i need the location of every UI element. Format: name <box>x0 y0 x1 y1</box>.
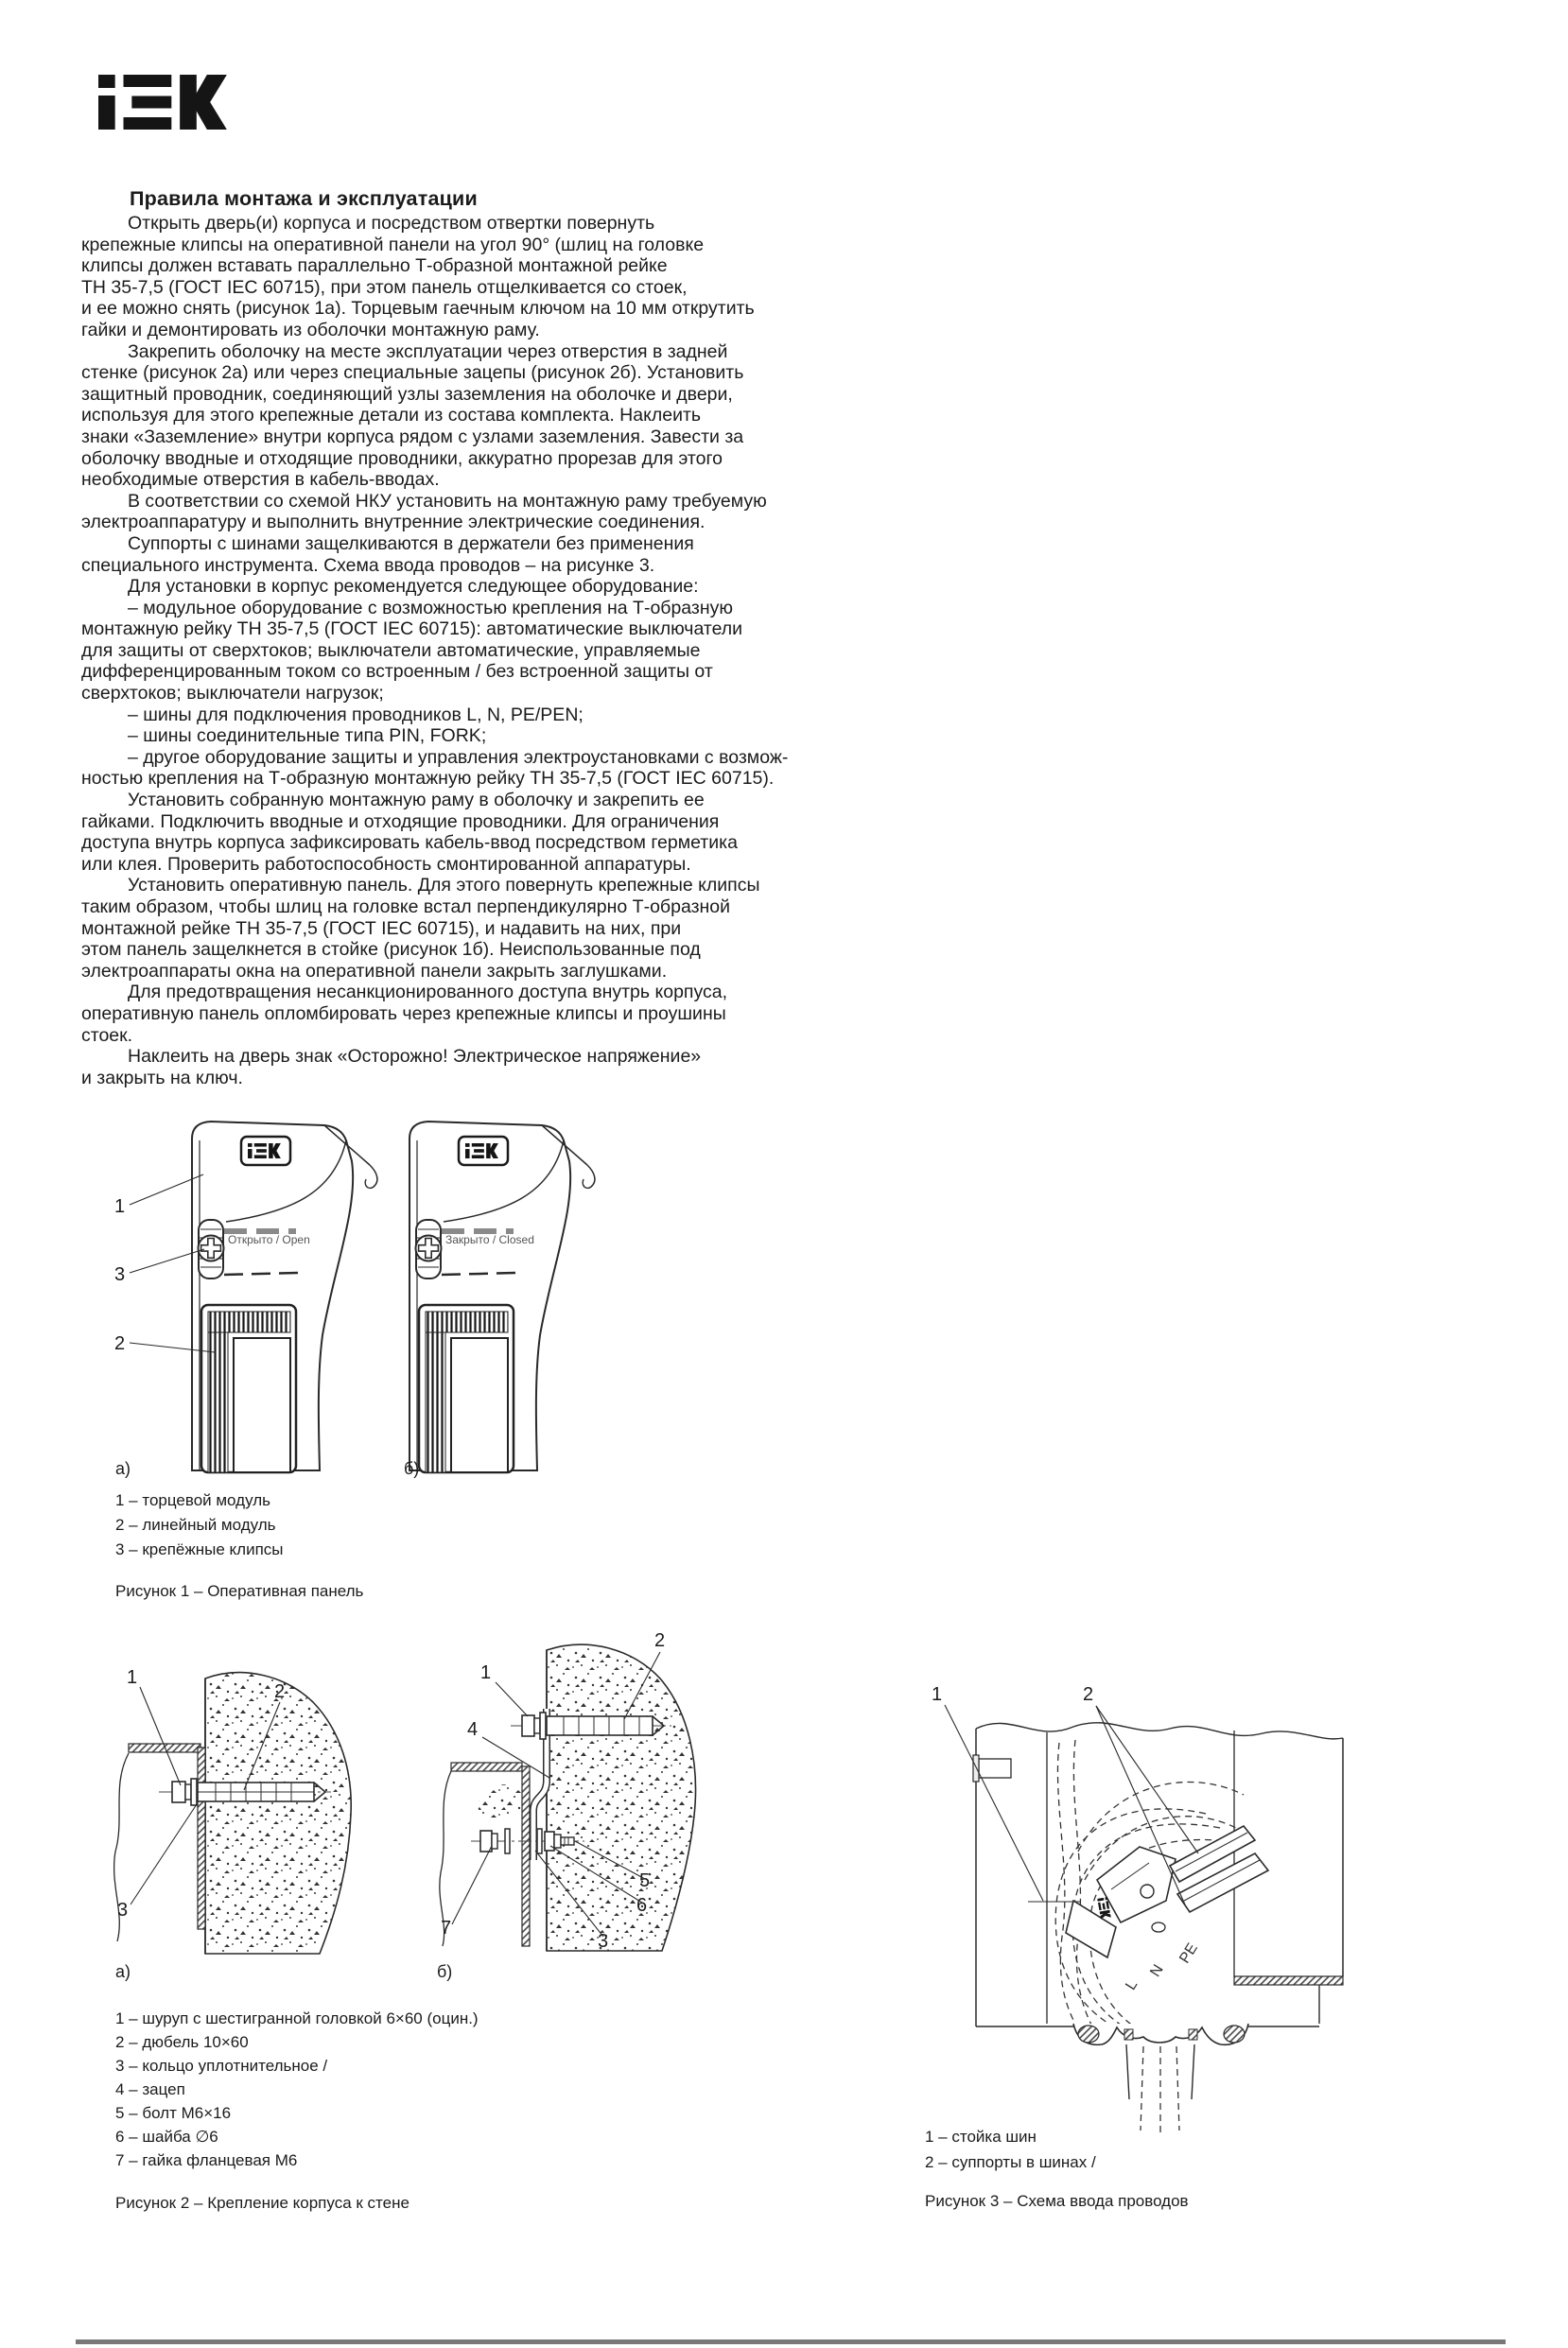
fig2-caption: Рисунок 2 – Крепление корпуса к стене <box>115 2194 409 2212</box>
figure-1-drawing <box>109 1116 601 1475</box>
body-line: для защиты от сверхтоков; выключатели автоматические, управляемые <box>81 639 701 661</box>
enclosure-rear-wall <box>522 1766 530 1946</box>
body-line: или клея. Проверить работоспособность смонтированной аппаратуры. <box>81 853 691 875</box>
wire-label-pe: PE <box>1176 1940 1201 1967</box>
page-title: Правила монтажа и эксплуатации <box>130 187 478 210</box>
body-line: таким образом, чтобы шлиц на головке встал перпендикулярно Т-образной <box>81 896 731 917</box>
body-line: Открыть дверь(и) корпуса и посредством отвертки повернуть <box>128 213 655 234</box>
wire-label-n: N <box>1147 1961 1167 1980</box>
body-line: – модульное оборудование с возможностью крепления на Т-образную <box>128 597 734 618</box>
body-line: электроаппаратуру и выполнить внутренние электрические соединения. <box>81 512 706 533</box>
legend-item: 2 – суппорты в шинах / <box>925 2153 1096 2171</box>
body-line: гайки и демонтировать из оболочки монтажную раму. <box>81 319 540 340</box>
body-line: – шины соединительные типа PIN, FORK; <box>128 725 487 747</box>
figure-2a-drawing <box>83 1653 395 1965</box>
body-line: гайками. Подключить вводные и отходящие проводники. Для ограничения <box>81 810 720 832</box>
wall-fragment <box>479 1784 524 1821</box>
screw-and-dowel <box>159 1779 331 1805</box>
iek-logo <box>98 75 238 130</box>
body-line: оперативную панель опломбировать через крепежные клипсы и проушины <box>81 1002 726 1024</box>
body-line: Для установки в корпус рекомендуется следующее оборудование: <box>128 576 699 598</box>
body-line: этом панель защелкнется в стойке (рисунок 1б). Неиспользованные под <box>81 939 701 961</box>
body-line: необходимые отверстия в кабель-вводах. <box>81 469 440 491</box>
enclosure-top-sheet <box>451 1763 522 1771</box>
body-line: ностью крепления на Т-образную монтажную рейку ТН 35-7,5 (ГОСТ IEC 60715). <box>81 768 775 790</box>
fig2b-callout-7: 7 <box>441 1918 452 1939</box>
fig1-callout-3: 3 <box>114 1264 126 1285</box>
panel-b <box>409 1122 595 1472</box>
body-line: ТН 35-7,5 (ГОСТ IEC 60715), при этом панель отщелкивается со стоек, <box>81 276 688 298</box>
panel-a <box>192 1122 377 1472</box>
body-line: Наклеить на дверь знак «Осторожно! Электрическое напряжение» <box>128 1046 702 1068</box>
body-line: В соответствии со схемой НКУ установить на монтажную раму требуемую <box>128 490 767 512</box>
body-line: – другое оборудование защиты и управления электроустановками с возмож- <box>128 746 789 768</box>
panel-b-state-label: Закрыто / Closed <box>445 1233 534 1246</box>
legend-item: 2 – линейный модуль <box>115 1516 276 1534</box>
enclosure-rear-wall <box>198 1748 205 1929</box>
fig1-label-b: б) <box>404 1459 420 1478</box>
fig3-callout-2: 2 <box>1083 1684 1094 1705</box>
enclosure-top-sheet <box>129 1744 200 1752</box>
fig2-label-a: а) <box>115 1962 131 1981</box>
fig2a-callout-2: 2 <box>274 1681 286 1702</box>
body-line: и закрыть на ключ. <box>81 1067 243 1088</box>
fig2b-callout-3: 3 <box>598 1931 609 1952</box>
body-line: стоек. <box>81 1024 133 1046</box>
body-line: стенке (рисунок 2а) или через специальные зацепы (рисунок 2б). Установить <box>81 362 744 384</box>
fig1-callout-2: 2 <box>114 1333 126 1354</box>
body-line: монтажной рейке ТН 35-7,5 (ГОСТ IEC 60715), и надавить на них, при <box>81 917 682 939</box>
body-line: защитный проводник, соединяющий узлы заземления на оболочке и двери, <box>81 383 733 405</box>
legend-item: 4 – зацеп <box>115 2080 185 2098</box>
legend-item: 1 – шуруп с шестигранной головкой 6×60 (оцин.) <box>115 2009 479 2027</box>
fig2-legend <box>115 2007 479 2172</box>
legend-item: 6 – шайба ∅6 <box>115 2128 218 2146</box>
body-line: клипсы должен вставать параллельно Т-образной монтажной рейке <box>81 255 668 277</box>
wire-label-l: L <box>1123 1977 1141 1993</box>
fig2b-callout-4: 4 <box>467 1719 479 1740</box>
fig2-label-b: б) <box>437 1962 453 1981</box>
legend-item: 3 – крепёжные клипсы <box>115 1540 284 1558</box>
body-text <box>81 213 788 1088</box>
body-line: Суппорты с шинами защелкиваются в держатели без применения <box>128 532 694 554</box>
fig1-legend <box>115 1488 284 1562</box>
body-line: Установить собранную монтажную раму в оболочку и закрепить ее <box>128 790 705 811</box>
busbar-support <box>1028 1826 1268 1957</box>
body-line: электроаппараты окна на оперативной панели закрыть заглушками. <box>81 960 668 982</box>
body-line: монтажную рейку ТН 35-7,5 (ГОСТ IEC 60715): автоматические выключатели <box>81 618 743 640</box>
body-line: дифференцированным током со встроенным / без встроенной защиты от <box>81 661 713 683</box>
body-line: Закрепить оболочку на месте эксплуатации через отверстия в задней <box>128 340 728 362</box>
body-line: и ее можно снять (рисунок 1а). Торцевым гаечным ключом на 10 мм открутить <box>81 298 755 320</box>
legend-item: 7 – гайка фланцевая М6 <box>115 2151 298 2169</box>
fig2b-callout-2: 2 <box>654 1630 666 1651</box>
legend-item: 2 – дюбель 10×60 <box>115 2033 249 2051</box>
fig2a-callout-1: 1 <box>127 1667 138 1688</box>
figure-3-drawing <box>922 1653 1385 2154</box>
wall-section <box>205 1673 351 1954</box>
legend-item: 1 – стойка шин <box>925 2128 1037 2146</box>
figure-2b-drawing <box>424 1622 740 1964</box>
fig1-caption: Рисунок 1 – Оперативная панель <box>115 1582 364 1600</box>
screw-and-dowel <box>511 1713 671 1739</box>
body-line: Установить оперативную панель. Для этого повернуть крепежные клипсы <box>128 875 760 896</box>
fig2b-callout-6: 6 <box>636 1895 648 1916</box>
body-line: доступа внутрь корпуса зафиксировать кабель-ввод посредством герметика <box>81 832 738 854</box>
fig3-legend <box>925 2124 1096 2175</box>
body-line: сверхтоков; выключатели нагрузок; <box>81 683 384 704</box>
wall-section <box>547 1644 696 1951</box>
fig2b-callout-5: 5 <box>639 1870 651 1891</box>
fig1-label-a: а) <box>115 1459 131 1478</box>
fig2a-callout-3: 3 <box>117 1900 129 1921</box>
body-line: Для предотвращения несанкционированного доступа внутрь корпуса, <box>128 982 728 1003</box>
fig3-caption: Рисунок 3 – Схема ввода проводов <box>925 2192 1189 2210</box>
fig2b-callout-1: 1 <box>480 1662 492 1683</box>
page-bottom-rule <box>76 2339 1506 2344</box>
fig1-callout-1: 1 <box>114 1196 126 1217</box>
legend-item: 5 – болт М6×16 <box>115 2104 232 2122</box>
fig3-callout-1: 1 <box>932 1684 943 1705</box>
legend-item: 3 – кольцо уплотнительное / <box>115 2057 328 2075</box>
panel-a-state-label: Открыто / Open <box>228 1233 310 1246</box>
body-line: знаки «Заземление» внутри корпуса рядом с узлами заземления. Завести за <box>81 426 744 447</box>
body-line: используя для этого крепежные детали из состава комплекта. Наклеить <box>81 405 702 426</box>
body-line: крепежные клипсы на оперативной панели на угол 90° (шлиц на головке <box>81 234 705 255</box>
legend-item: 1 – торцевой модуль <box>115 1491 270 1509</box>
body-line: – шины для подключения проводников L, N, PE/PEN; <box>128 704 584 725</box>
body-line: оболочку вводные и отходящие проводники, аккуратно прорезав для этого <box>81 447 723 469</box>
body-line: специального инструмента. Схема ввода проводов – на рисунке 3. <box>81 554 655 576</box>
